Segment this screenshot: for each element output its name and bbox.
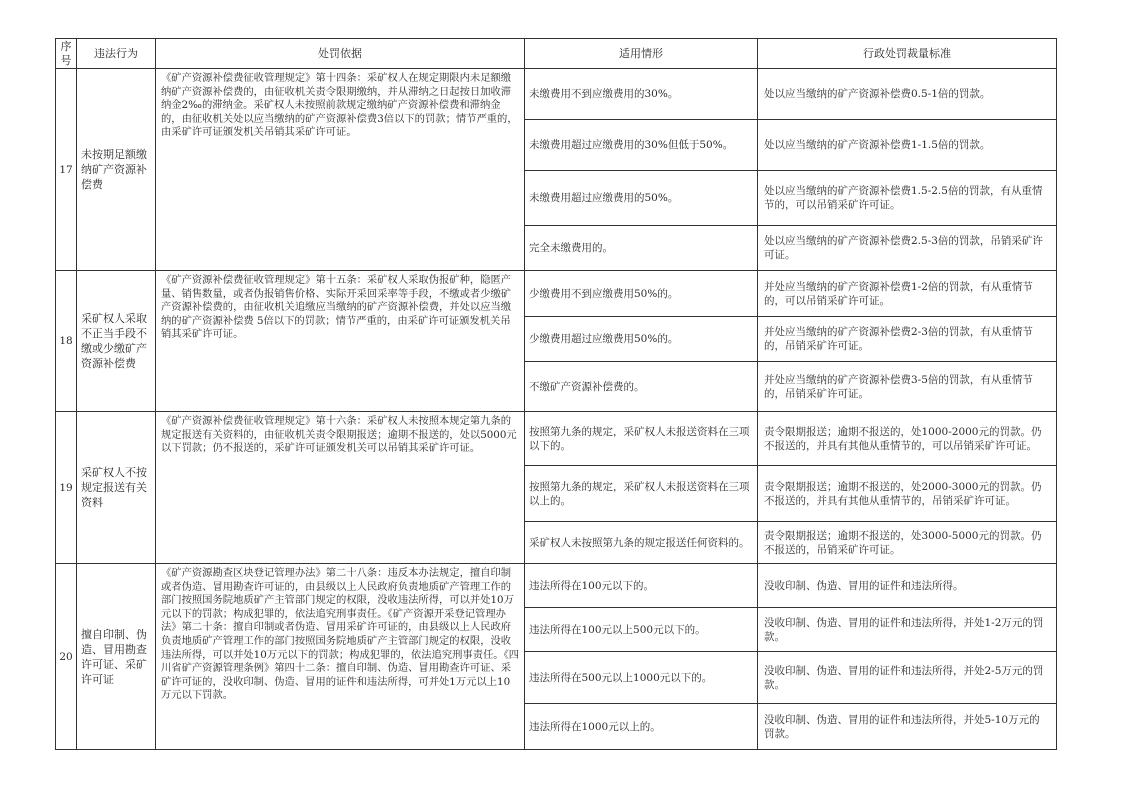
header-legal-basis: 处罚依据: [156, 39, 525, 69]
situation-cell: 未缴费用超过应缴费用的30%但低于50%。: [525, 120, 758, 171]
situation-cell: 未缴费用超过应缴费用的50%。: [525, 171, 758, 226]
header-penalty-standard: 行政处罚裁量标准: [758, 39, 1057, 69]
violation-cell: 擅自印制、伪造、冒用勘查许可证、采矿许可证: [77, 564, 156, 750]
item-number: 19: [56, 412, 77, 564]
standard-cell: 没收印制、伪造、冒用的证件和违法所得，并处2-5万元的罚款。: [758, 652, 1057, 704]
standard-cell: 处以应当缴纳的矿产资源补偿费1-1.5倍的罚款。: [758, 120, 1057, 171]
violation-cell: 未按期足额缴纳矿产资源补偿费: [77, 69, 156, 271]
situation-cell: 违法所得在1000元以上的。: [525, 704, 758, 750]
situation-cell: 未缴费用不到应缴费用的30%。: [525, 69, 758, 120]
header-applicable-situation: 适用情形: [525, 39, 758, 69]
table-row: [56, 564, 1057, 608]
table-header-row: [56, 39, 1057, 69]
penalty-standards-table: [55, 38, 1057, 750]
situation-cell: 少缴费用不到应缴费用50%的。: [525, 271, 758, 317]
situation-cell: 违法所得在100元以上500元以下的。: [525, 608, 758, 652]
penalty-table-sheet: [55, 38, 1057, 750]
standard-cell: 责令限期报送；逾期不报送的，处2000-3000元的罚款。仍不报送的，并具有其他从重情节的，吊销采矿许可证。: [758, 466, 1057, 522]
standard-cell: 没收印制、伪造、冒用的证件和违法所得。: [758, 564, 1057, 608]
standard-cell: 并处应当缴纳的矿产资源补偿费1-2倍的罚款，有从重情节的，可以吊销采矿许可证。: [758, 271, 1057, 317]
header-index: 序号: [56, 39, 77, 69]
situation-cell: 违法所得在100元以下的。: [525, 564, 758, 608]
item-number: 18: [56, 271, 77, 412]
standard-cell: 并处应当缴纳的矿产资源补偿费3-5倍的罚款，有从重情节的，吊销采矿许可证。: [758, 362, 1057, 412]
standard-cell: 处以应当缴纳的矿产资源补偿费1.5-2.5倍的罚款，有从重情节的，可以吊销采矿许可证。: [758, 171, 1057, 226]
situation-cell: 不缴矿产资源补偿费的。: [525, 362, 758, 412]
standard-cell: 没收印制、伪造、冒用的证件和违法所得，并处1-2万元的罚款。: [758, 608, 1057, 652]
header-violation: 违法行为: [77, 39, 156, 69]
standard-cell: 处以应当缴纳的矿产资源补偿费2.5-3倍的罚款，吊销采矿许可证。: [758, 226, 1057, 271]
standard-cell: 责令限期报送；逾期不报送的，处1000-2000元的罚款。仍不报送的，并具有其他从重情节的，可以吊销采矿许可证。: [758, 412, 1057, 466]
standard-cell: 并处应当缴纳的矿产资源补偿费2-3倍的罚款，有从重情节的，吊销采矿许可证。: [758, 317, 1057, 362]
table-row: [56, 69, 1057, 120]
violation-cell: 采矿权人采取不正当手段不缴或少缴矿产资源补偿费: [77, 271, 156, 412]
legal-basis-cell: 《矿产资源勘查区块登记管理办法》第二十八条：违反本办法规定，擅自印制或者伪造、冒用勘查许可证的，由县级以上人民政府负责地质矿产管理工作的部门按照国务院地质矿产主管部门规定的权限，没收违法所得，可以并处10万元以下的罚款；构成犯罪的，依法追究刑事责任。《矿产资源开采登记管理办法》第二十条：擅自印制或者伪造、冒用采矿许可证的，由县级以上人民政府负责地质矿产管理工作的部门按照国务院地质矿产主管部门规定的权限，没收违法所得，可以并处10万元以下的罚款；构成犯罪的，依法追究刑事责任。《四川省矿产资源管理条例》第四十二条：擅自印制、伪造、冒用勘查许可证、采矿许可证的，没收印制、伪造、冒用的证件和违法所得，可并处1万元以上10万元以下罚款。: [156, 564, 525, 750]
item-number: 20: [56, 564, 77, 750]
violation-cell: 采矿权人不按规定报送有关资料: [77, 412, 156, 564]
legal-basis-cell: 《矿产资源补偿费征收管理规定》第十四条：采矿权人在规定期限内未足额缴纳矿产资源补偿费的，由征收机关责令限期缴纳，并从滞纳之日起按日加收滞纳金2‰的滞纳金。采矿权人未按照前款规定缴纳矿产资源补偿费和滞纳金的，由征收机关处以应当缴纳的矿产资源补偿费3倍以下的罚款；情节严重的，由采矿许可证颁发机关吊销其采矿许可证。: [156, 69, 525, 271]
table-row: [56, 271, 1057, 317]
situation-cell: 完全未缴费用的。: [525, 226, 758, 271]
situation-cell: 违法所得在500元以上1000元以下的。: [525, 652, 758, 704]
legal-basis-cell: 《矿产资源补偿费征收管理规定》第十六条：采矿权人未按照本规定第九条的规定报送有关资料的，由征收机关责令限期报送；逾期不报送的，处以5000元以下罚款；仍不报送的，采矿许可证颁发机关可以吊销其采矿许可证。: [156, 412, 525, 564]
standard-cell: 处以应当缴纳的矿产资源补偿费0.5-1倍的罚款。: [758, 69, 1057, 120]
item-number: 17: [56, 69, 77, 271]
situation-cell: 按照第九条的规定，采矿权人未报送资料在三项以上的。: [525, 466, 758, 522]
situation-cell: 按照第九条的规定，采矿权人未报送资料在三项以下的。: [525, 412, 758, 466]
standard-cell: 没收印制、伪造、冒用的证件和违法所得，并处5-10万元的罚款。: [758, 704, 1057, 750]
legal-basis-cell: 《矿产资源补偿费征收管理规定》第十五条：采矿权人采取伪报矿种，隐匿产量、销售数量，或者伪报销售价格、实际开采回采率等手段，不缴或者少缴矿产资源补偿费的，由征收机关追缴应当缴纳的矿产资源补偿费，并处以应当缴纳的矿产资源补偿费 5倍以下的罚款；情节严重的，由采矿许可证颁发机关吊销其采矿许可证。: [156, 271, 525, 412]
standard-cell: 责令限期报送；逾期不报送的，处3000-5000元的罚款。仍不报送的，吊销采矿许可证。: [758, 522, 1057, 564]
situation-cell: 采矿权人未按照第九条的规定报送任何资料的。: [525, 522, 758, 564]
situation-cell: 少缴费用超过应缴费用50%的。: [525, 317, 758, 362]
table-row: [56, 412, 1057, 466]
